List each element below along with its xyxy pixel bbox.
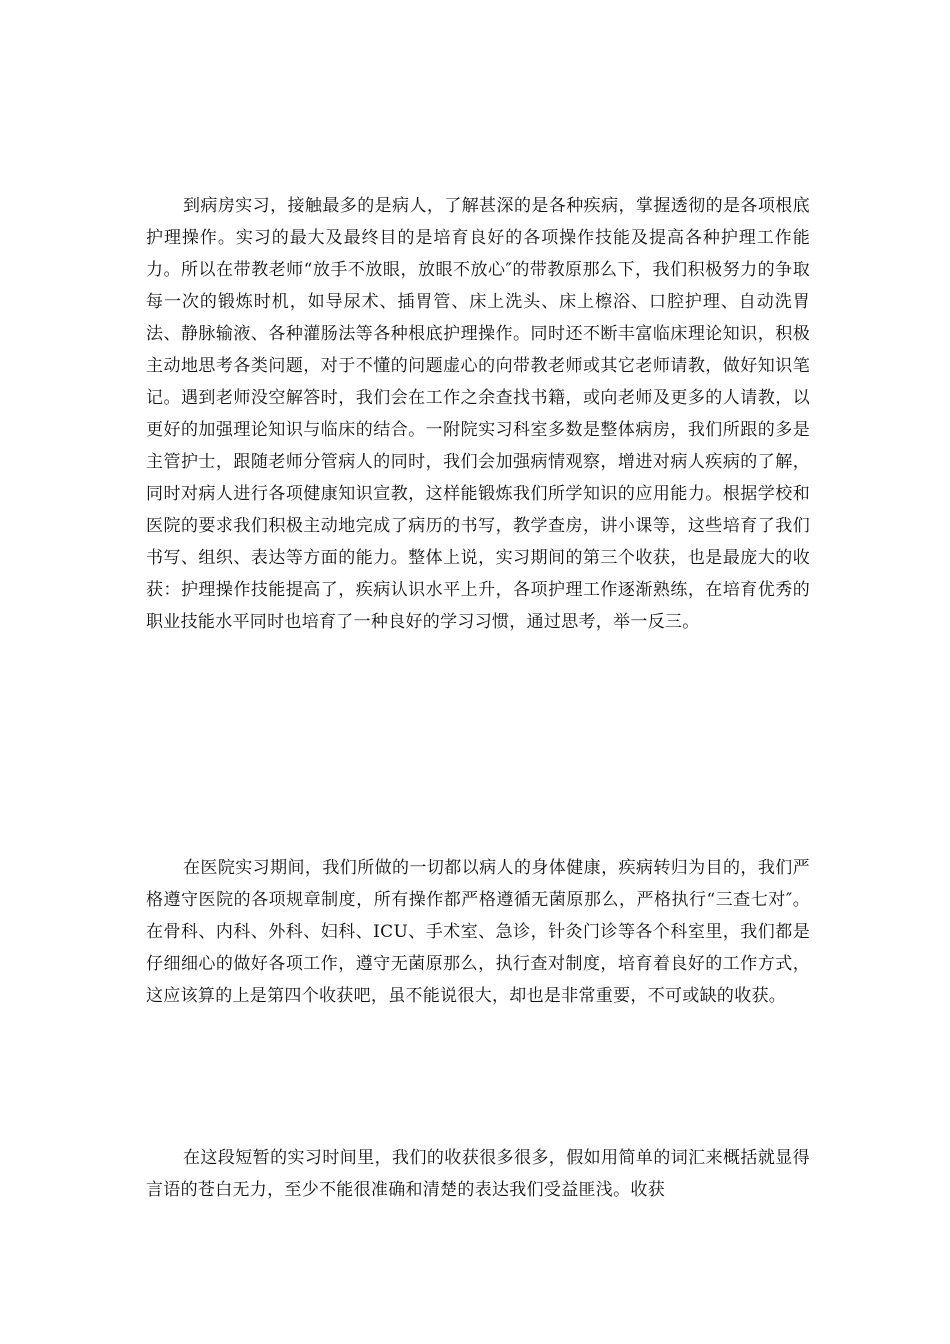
paragraph-internship-ward-skills: 到病房实习，接触最多的是病人，了解甚深的是各种疾病，掌握透彻的是各项根底护理操作。实习的最大及最终目的是培育良好的各项操作技能及提高各种护理工作能力。所以在带教老师“放手不放眼，放眼不放心″的带教原那么下，我们积极努力的争取每一次的锻炼时机，如导尿术、插胃管、床上洗头、床上檫浴、口腔护理、自动洗胃法、静脉输液、各种灌肠法等各种根底护理操作。同时还不断丰富临床理论知识，积极主动地思考各类问题，对于不懂的问题虚心的向带教老师或其它老师请教，做好知识笔记。遇到老师没空解答时，我们会在工作之余查找书籍，或向老师及更多的人请教，以更好的加强理论知识与临床的结合。一附院实习科室多数是整体病房，我们所跟的多是主管护士，跟随老师分管病人的同时，我们会加强病情观察，增进对病人疾病的了解，同时对病人进行各项健康知识宣教，这样能锻炼我们所学知识的应用能力。根据学校和医院的要求我们积极主动地完成了病历的书写，教学查房，讲小课等，这些培育了我们书写、组织、表达等方面的能力。整体上说，实习期间的第三个收获，也是最庞大的收获：护理操作技能提高了，疾病认识水平上升，各项护理工作逐渐熟练，在培育优秀的职业技能水平同时也培育了一种良好的学习习惯，通过思考，举一反三。 [146, 196, 810, 632]
paragraph-hospital-rules: 在医院实习期间，我们所做的一切都以病人的身体健康，疾病转归为目的，我们严格遵守医院的各项规章制度，所有操作都严格遵循无菌原那么，严格执行“三查七对″。在骨科、内科、外科、妇科、ICU、手术室、急诊，针灸门诊等各个科室里，我们都是仔细细心的做好各项工作，遵守无菌原那么，执行查对制度，培育着良好的工作方式，这应该算的上是第四个收获吧，虽不能说很大，却也是非常重要，不可或缺的收获。 [146, 858, 810, 1006]
paragraph-summary-gains: 在这段短暂的实习时间里，我们的收获很多很多，假如用简单的词汇来概括就显得言语的苍白无力，至少不能很准确和清楚的表达我们受益匪浅。收获 [146, 1148, 810, 1200]
